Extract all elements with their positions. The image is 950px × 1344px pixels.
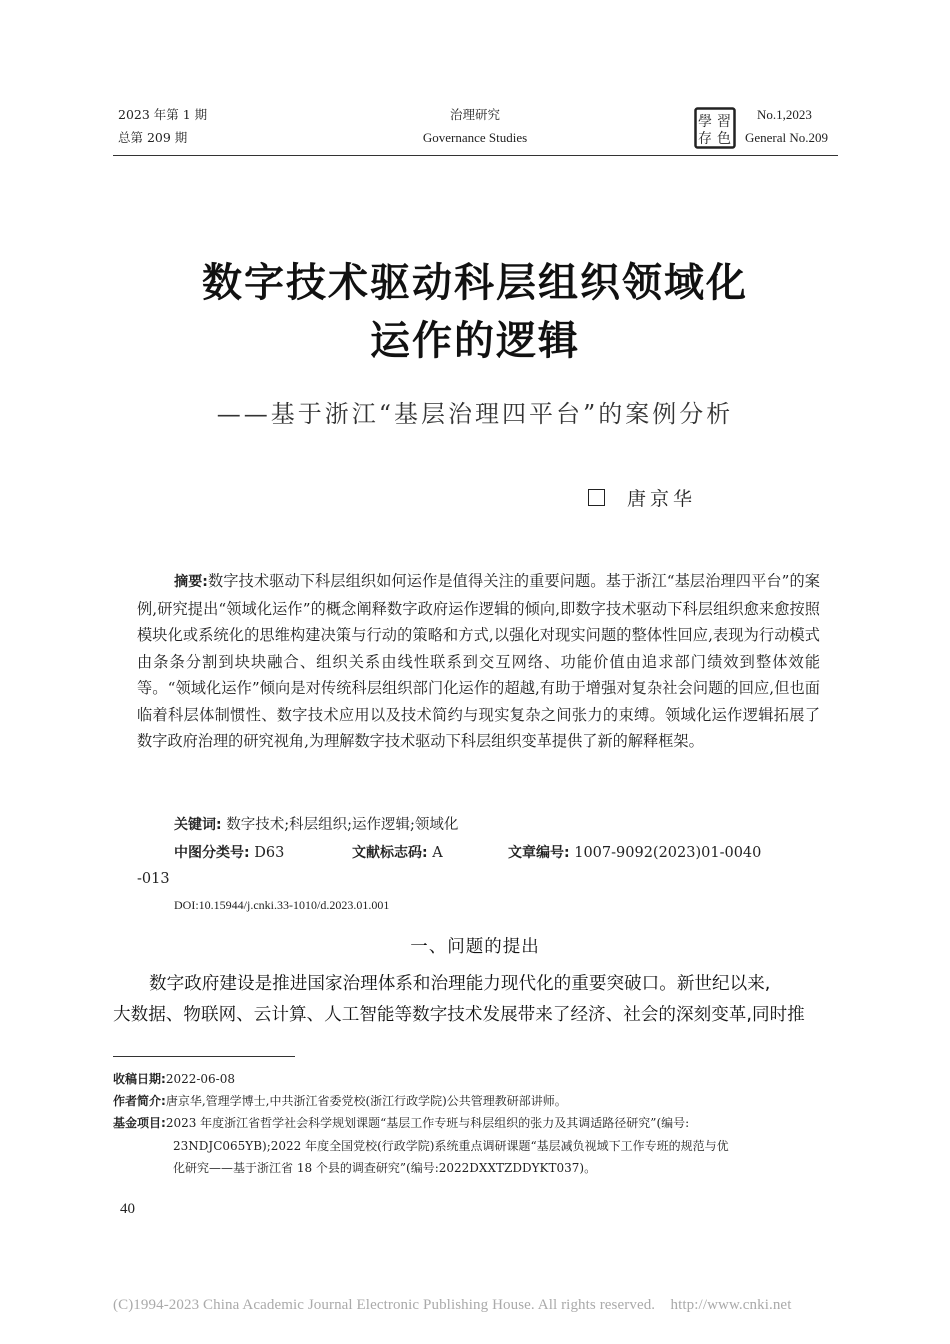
footnote-fund — [113, 1113, 840, 1135]
document-code-label: 文献标志码: — [352, 845, 428, 861]
header-journal-en: Governance Studies — [422, 130, 528, 145]
header-number: No.1,2023 — [757, 107, 812, 122]
svg-text:習: 習 — [717, 114, 731, 130]
footnote-author — [113, 1091, 840, 1113]
author-bio-value: 唐京华,管理学博士,中共浙江省委党校(浙江行政学院)公共管理教研部讲师。 — [165, 1094, 567, 1108]
article-number-continued: -013 — [137, 871, 170, 887]
copyright-watermark: (C)1994-2023 China Academic Journal Electronic Publishing House. All rights reserved. http://www.cnki.net — [113, 1297, 792, 1313]
body-line-2: 大数据、物联网、云计算、人工智能等数字技术发展带来了经济、社会的深刻变革,同时推 — [113, 1005, 805, 1025]
clc-label: 中图分类号: — [174, 845, 250, 861]
header-journal-cn: 治理研究 — [449, 107, 500, 122]
doi: DOI:10.15944/j.cnki.33-1010/d.2023.01.001 — [174, 898, 390, 912]
received-value: 2022-06-08 — [165, 1072, 235, 1086]
body-line-1: 数字政府建设是推进国家治理体系和治理能力现代化的重要突破口。新世纪以来, — [149, 974, 771, 994]
abstract-label: 摘要: — [174, 574, 208, 590]
article-title-line1: 数字技术驱动科层组织领域化 — [202, 260, 748, 306]
clc-value: D63 — [254, 845, 285, 861]
fund-label: 基金项目: — [113, 1116, 166, 1130]
article-subtitle: ——基于浙江“基层治理四平台”的案例分析 — [216, 400, 734, 428]
page-number: 40 — [120, 1201, 135, 1217]
author-box-icon — [588, 489, 605, 506]
abstract — [137, 568, 820, 755]
header-issue: 2023 年第 1 期 — [118, 107, 208, 122]
section-heading: 一、问题的提出 — [410, 937, 540, 957]
header-total-issue: 总第 209 期 — [118, 130, 188, 145]
clc-number — [174, 841, 284, 865]
author-bio-label: 作者简介: — [113, 1094, 166, 1108]
footnote-received — [113, 1069, 840, 1091]
article-title-line2: 运作的逻辑 — [370, 318, 580, 364]
article-number-value: 1007-9092(2023)01-0040 — [574, 845, 762, 861]
document-code-value: A — [432, 845, 443, 861]
keywords-text: 数字技术;科层组织;运作逻辑;领域化 — [226, 817, 459, 833]
fund-line-1: 2023 年度浙江省哲学社会科学规划课题“基层工作专班与科层组织的张力及其调适路径研究”(编号: — [165, 1116, 690, 1130]
article-number — [508, 841, 761, 865]
author-name: 唐京华 — [627, 488, 697, 510]
received-label: 收稿日期: — [113, 1072, 166, 1086]
author-line — [588, 484, 696, 511]
document-code — [352, 841, 443, 865]
svg-text:色: 色 — [717, 131, 731, 147]
article-number-label: 文章编号: — [508, 845, 570, 861]
svg-text:學: 學 — [698, 114, 712, 130]
abstract-text: 数字技术驱动下科层组织如何运作是值得关注的重要问题。基于浙江“基层治理四平台”的案例,研究提出“领域化运作”的概念阐释数字政府运作逻辑的倾向,即数字技术驱动下科层组织愈来愈按照模块化或系统化的思维构建决策与行动的策略和方式,以强化对现实问题的整体性回应,表现为行动模式由条条分割到块块融合、组织关系由线性联系到交互网络、功能价值由追求部门绩效到整体效能等。“领域化运作”倾向是对传统科层组织部门化运作的超越,有助于增强对复杂社会问题的回应,但也面临着科层体制惯性、数字技术应用以及技术简约与现实复杂之间张力的束缚。领域化运作逻辑拓展了数字政府治理的研究视角,为理解数字技术驱动下科层组织变革提供了新的解释框架。 — [137, 572, 820, 750]
fund-line-3: 化研究——基于浙江省 18 个县的调查研究”(编号:2022DXXTZDDYKT037)。 — [173, 1161, 597, 1175]
footnote-rule — [113, 1056, 295, 1057]
header-general-number: General No.209 — [745, 130, 829, 145]
svg-text:存: 存 — [698, 131, 712, 147]
header-rule — [113, 155, 838, 156]
journal-seal-logo — [694, 107, 736, 149]
keywords-label: 关键词: — [174, 817, 222, 833]
fund-line-2: 23NDJC065YB);2022 年度全国党校(行政学院)系统重点调研课题“基层减负视域下工作专班的规范与优 — [173, 1139, 729, 1153]
keywords — [174, 813, 458, 837]
